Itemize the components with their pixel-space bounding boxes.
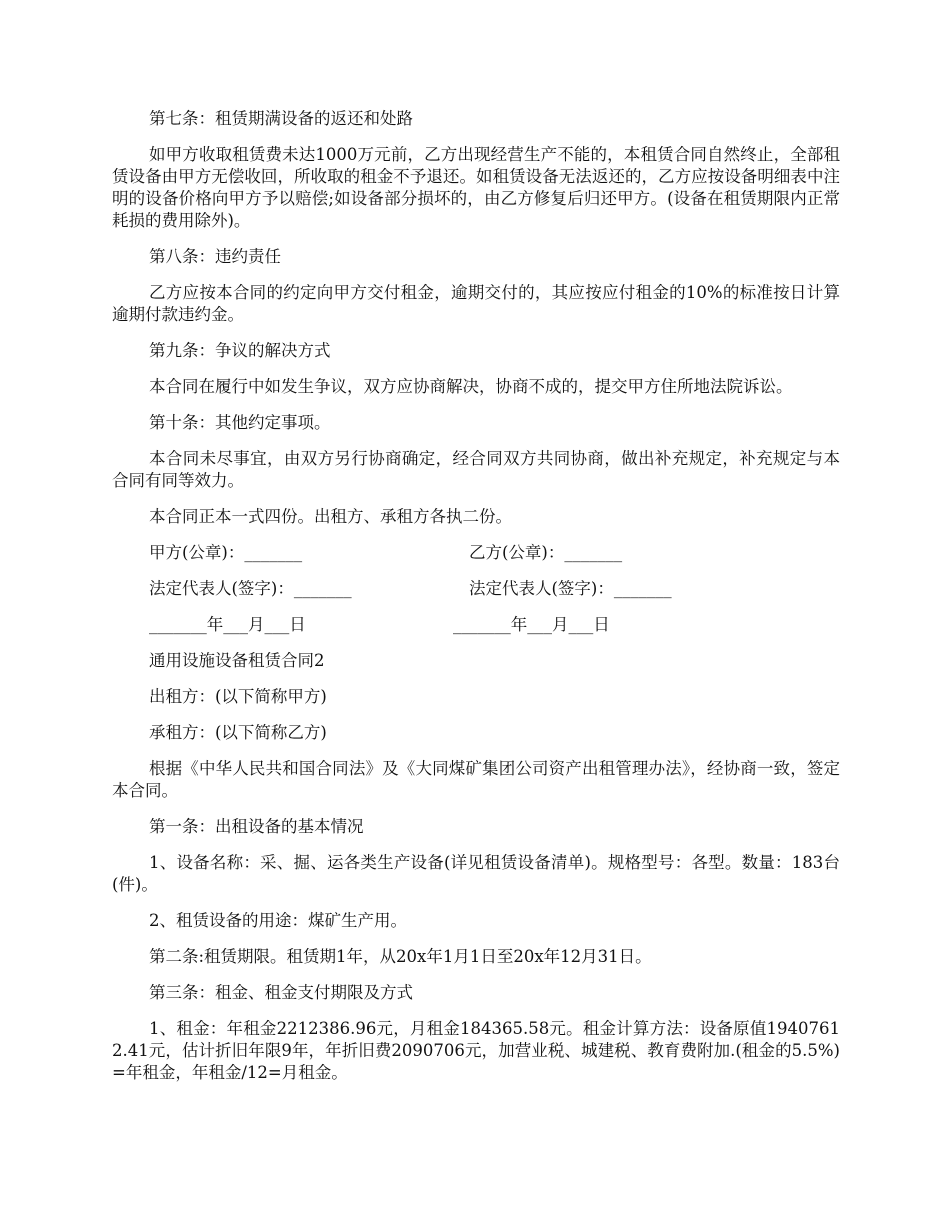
party-b-seal: 乙方(公章)：_______ <box>469 543 623 562</box>
party-b-date: _______年___月___日 <box>453 615 610 634</box>
article-7-body: 如甲方收取租赁费未达1000万元前，乙方出现经营生产不能的，本租赁合同自然终止，全部租赁设备由甲方无偿收回，所收取的租金不予退还。如租赁设备无法返还的，乙方应按设备明细表中注明的设备价格向甲方予以赔偿;如设备部分损坏的，由乙方修复后归还甲方。(设备在租赁期限内正常耗损的费用除外)。 <box>112 145 840 230</box>
article-1-item-1: 1、设备名称：采、掘、运各类生产设备(详见租赁设备清单)。规格型号：各型。数量：183台(件)。 <box>112 853 840 894</box>
article-1-heading: 第一条：出租设备的基本情况 <box>149 817 364 836</box>
lessee-line: 承租方：(以下简称乙方) <box>149 723 327 742</box>
article-2: 第二条:租赁期限。租赁期1年，从20x年1月1日至20x年12月31日。 <box>149 947 652 966</box>
party-b-representative: 法定代表人(签字)：_______ <box>469 579 672 598</box>
contract-2-title: 通用设施设备租赁合同2 <box>149 651 325 670</box>
lessor-line: 出租方：(以下简称甲方) <box>149 687 327 706</box>
article-8-body: 乙方应按本合同的约定向甲方交付租金，逾期交付的，其应按应付租金的10%的标准按日计算逾期付款违约金。 <box>112 283 840 324</box>
article-8-heading: 第八条：违约责任 <box>149 247 281 266</box>
article-9-heading: 第九条：争议的解决方式 <box>149 341 331 360</box>
article-10-body: 本合同未尽事宜，由双方另行协商确定，经合同双方共同协商，做出补充规定，补充规定与本合同有同等效力。 <box>112 449 840 490</box>
article-1-item-2: 2、租赁设备的用途：煤矿生产用。 <box>149 911 407 930</box>
party-a-seal: 甲方(公章)：_______ <box>149 543 303 562</box>
party-a-representative: 法定代表人(签字)：_______ <box>149 579 352 598</box>
article-7-heading: 第七条：租赁期满设备的返还和处路 <box>149 109 413 128</box>
preamble: 根据《中华人民共和国合同法》及《大同煤矿集团公司资产出租管理办法》，经协商一致，签定本合同。 <box>112 759 840 800</box>
document-page <box>112 108 840 1098</box>
signature-date-row <box>112 614 840 636</box>
party-a-date: _______年___月___日 <box>149 615 306 634</box>
article-9-body: 本合同在履行中如发生争议，双方应协商解决，协商不成的，提交甲方住所地法院诉讼。 <box>149 377 793 396</box>
signature-seal-row <box>112 542 840 564</box>
article-10-heading: 第十条：其他约定事项。 <box>149 413 331 432</box>
copies-clause: 本合同正本一式四份。出租方、承租方各执二份。 <box>149 507 512 526</box>
signature-rep-row <box>112 578 840 600</box>
article-3-item-1: 1、租金：年租金2212386.96元，月租金184365.58元。租金计算方法：设备原值19407612.41元，估计折旧年限9年，年折旧费2090706元，加营业税、城建税、教育费附加.(租金的5.5%)=年租金，年租金/12=月租金。 <box>112 1019 840 1082</box>
article-3-heading: 第三条：租金、租金支付期限及方式 <box>149 983 413 1002</box>
